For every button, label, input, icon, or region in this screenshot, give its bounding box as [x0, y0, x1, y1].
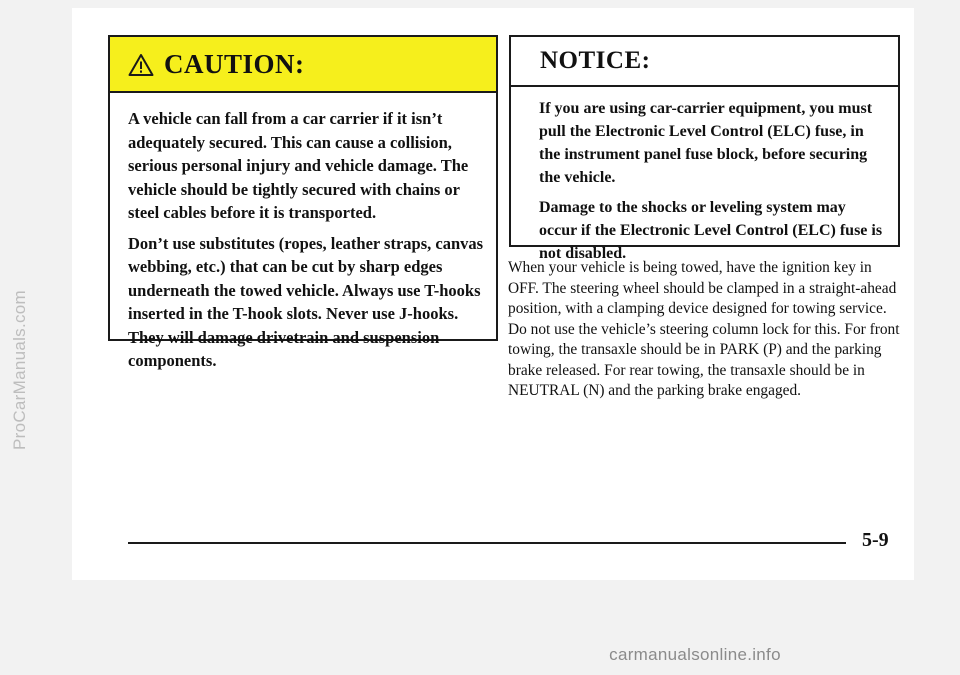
- bottom-watermark: carmanualsonline.info: [609, 645, 781, 664]
- footer-rule: [128, 542, 846, 544]
- warning-triangle-icon: [128, 53, 154, 77]
- caution-header: [110, 37, 496, 93]
- caution-paragraph-2: Don’t use substitutes (ropes, leather straps, canvas webbing, etc.) that can be cut by sharp edges underneath the towed vehicle. Always use T-hooks inserted in the T-hook slots. Never use J-hooks. They will damage drivetrain and suspension components.: [128, 233, 484, 370]
- notice-header: [511, 37, 898, 87]
- caution-box: [108, 35, 498, 370]
- side-watermark: ProCarManuals.com: [10, 289, 29, 451]
- towing-instructions-text: When your vehicle is being towed, have the ignition key in OFF. The steering wheel should be clamped in a straight-ahead position, with a clamping device designed for towing service. Do not use the vehicle’s steering column lock for this. For front towing, the transaxle should be in PARK (P) and the parking brake released. For rear towing, the transaxle should be in NEUTRAL (N) and the parking brake engaged.: [508, 259, 900, 399]
- notice-paragraph-1: If you are using car-carrier equipment, you must pull the Electronic Level Control (ELC) fuse, in the instrument panel fuse block, before securing the vehicle.: [539, 100, 873, 186]
- notice-body: [511, 87, 898, 265]
- notice-paragraph-2: Damage to the shocks or leveling system may occur if the Electronic Level Control (ELC) fuse is not disabled.: [539, 199, 883, 262]
- caution-body: [110, 93, 496, 373]
- notice-box: [509, 35, 900, 262]
- caution-title: CAUTION:: [164, 48, 305, 79]
- notice-title: NOTICE:: [540, 47, 651, 74]
- page-number: 5-9: [862, 529, 889, 551]
- caution-paragraph-1: A vehicle can fall from a car carrier if it isn’t adequately secured. This can cause a collision, serious personal injury and vehicle damage. The vehicle should be tightly secured with chains or steel cables before it is transported.: [128, 109, 469, 222]
